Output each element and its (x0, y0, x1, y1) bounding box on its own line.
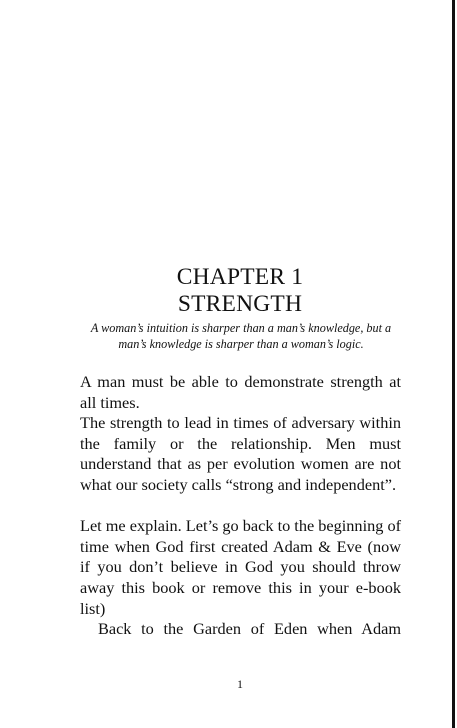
chapter-title: STRENGTH (177, 291, 303, 317)
body-text (80, 372, 401, 640)
paragraph: A man must be able to demonstrate strength at all times. (80, 372, 401, 412)
paragraph-spacer (80, 496, 401, 517)
chapter-number: CHAPTER 1 (176, 264, 304, 290)
paragraph: The strength to lead in times of adversary within the family or the relationship. Men must understand that as per evolution women are not what our society calls “strong and independent”. (80, 413, 401, 494)
page-number: 1 (237, 677, 243, 691)
page-edge-line (452, 0, 455, 728)
chapter-heading (80, 264, 400, 318)
paragraph: Back to the Garden of Eden when Adam (98, 619, 401, 639)
paragraph: Let me explain. Let’s go back to the beginning of time when God first created Adam & Eve (now if you don’t believe in God you should throw away this book or remove this in your e-book list) (80, 516, 402, 618)
epigraph-quote: A woman’s intuition is sharper than a man’s knowledge, but a man’s knowledge is sharper than a woman’s logic. (90, 321, 392, 351)
